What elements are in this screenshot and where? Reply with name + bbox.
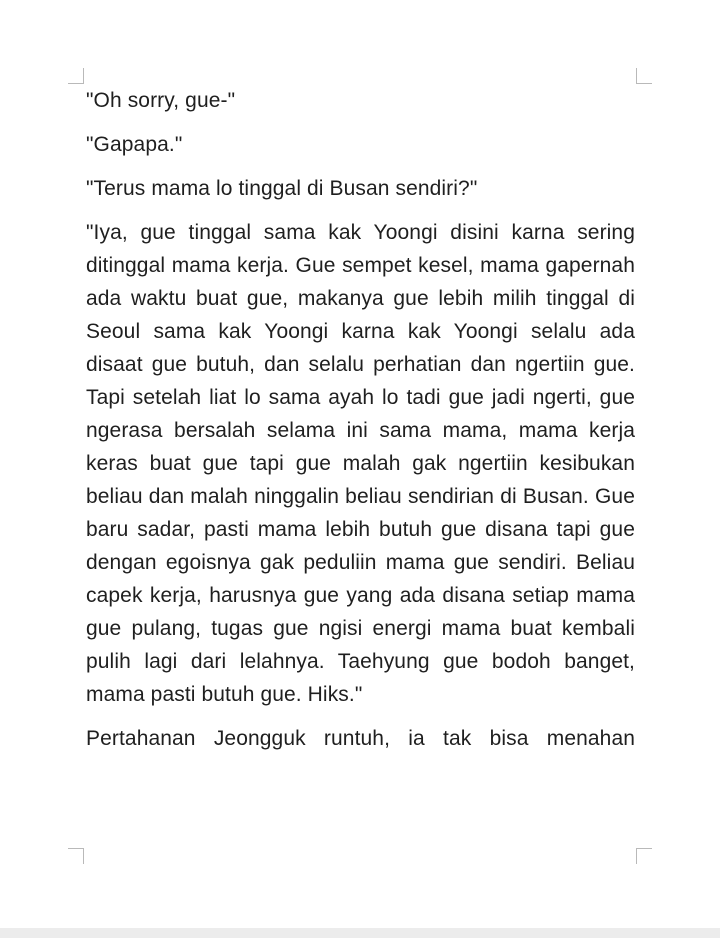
document-body bbox=[86, 84, 635, 766]
paragraph: "Terus mama lo tinggal di Busan sendiri?" bbox=[86, 177, 478, 200]
paragraph: "Iya, gue tinggal sama kak Yoongi disini karna sering ditinggal mama kerja. Gue sempet kesel, mama gapernah ada waktu buat gue, makanya gue lebih milih tinggal di Seoul sama kak Yoongi karna kak Yoongi selalu ada disaat gue butuh, dan selalu perhatian dan ngertiin gue. Tapi setelah liat lo sama ayah lo tadi gue jadi ngerti, gue ngerasa bersalah selama ini sama mama, mama kerja keras buat gue tapi gue malah gak ngertiin kesibukan beliau dan malah ninggalin beliau sendirian di Busan. Gue baru sadar, pasti mama lebih butuh gue disana tapi gue dengan egoisnya gak peduliin mama gue sendiri. Beliau capek kerja, harusnya gue yang ada disana setiap mama gue pulang, tugas gue ngisi energi mama buat kembali pulih lagi dari lelahnya. Taehyung gue bodoh banget, mama pasti butuh gue. Hiks." bbox=[86, 221, 635, 706]
margin-mark-top-left bbox=[68, 68, 84, 84]
margin-mark-top-right bbox=[636, 68, 652, 84]
margin-mark-bottom-right bbox=[636, 848, 652, 864]
paragraph: "Oh sorry, gue-" bbox=[86, 89, 236, 112]
margin-mark-bottom-left bbox=[68, 848, 84, 864]
paragraph: "Gapapa." bbox=[86, 133, 183, 156]
paragraph: Pertahanan Jeongguk runtuh, ia tak bisa menahan bbox=[86, 727, 635, 750]
page-gap bbox=[0, 928, 720, 938]
